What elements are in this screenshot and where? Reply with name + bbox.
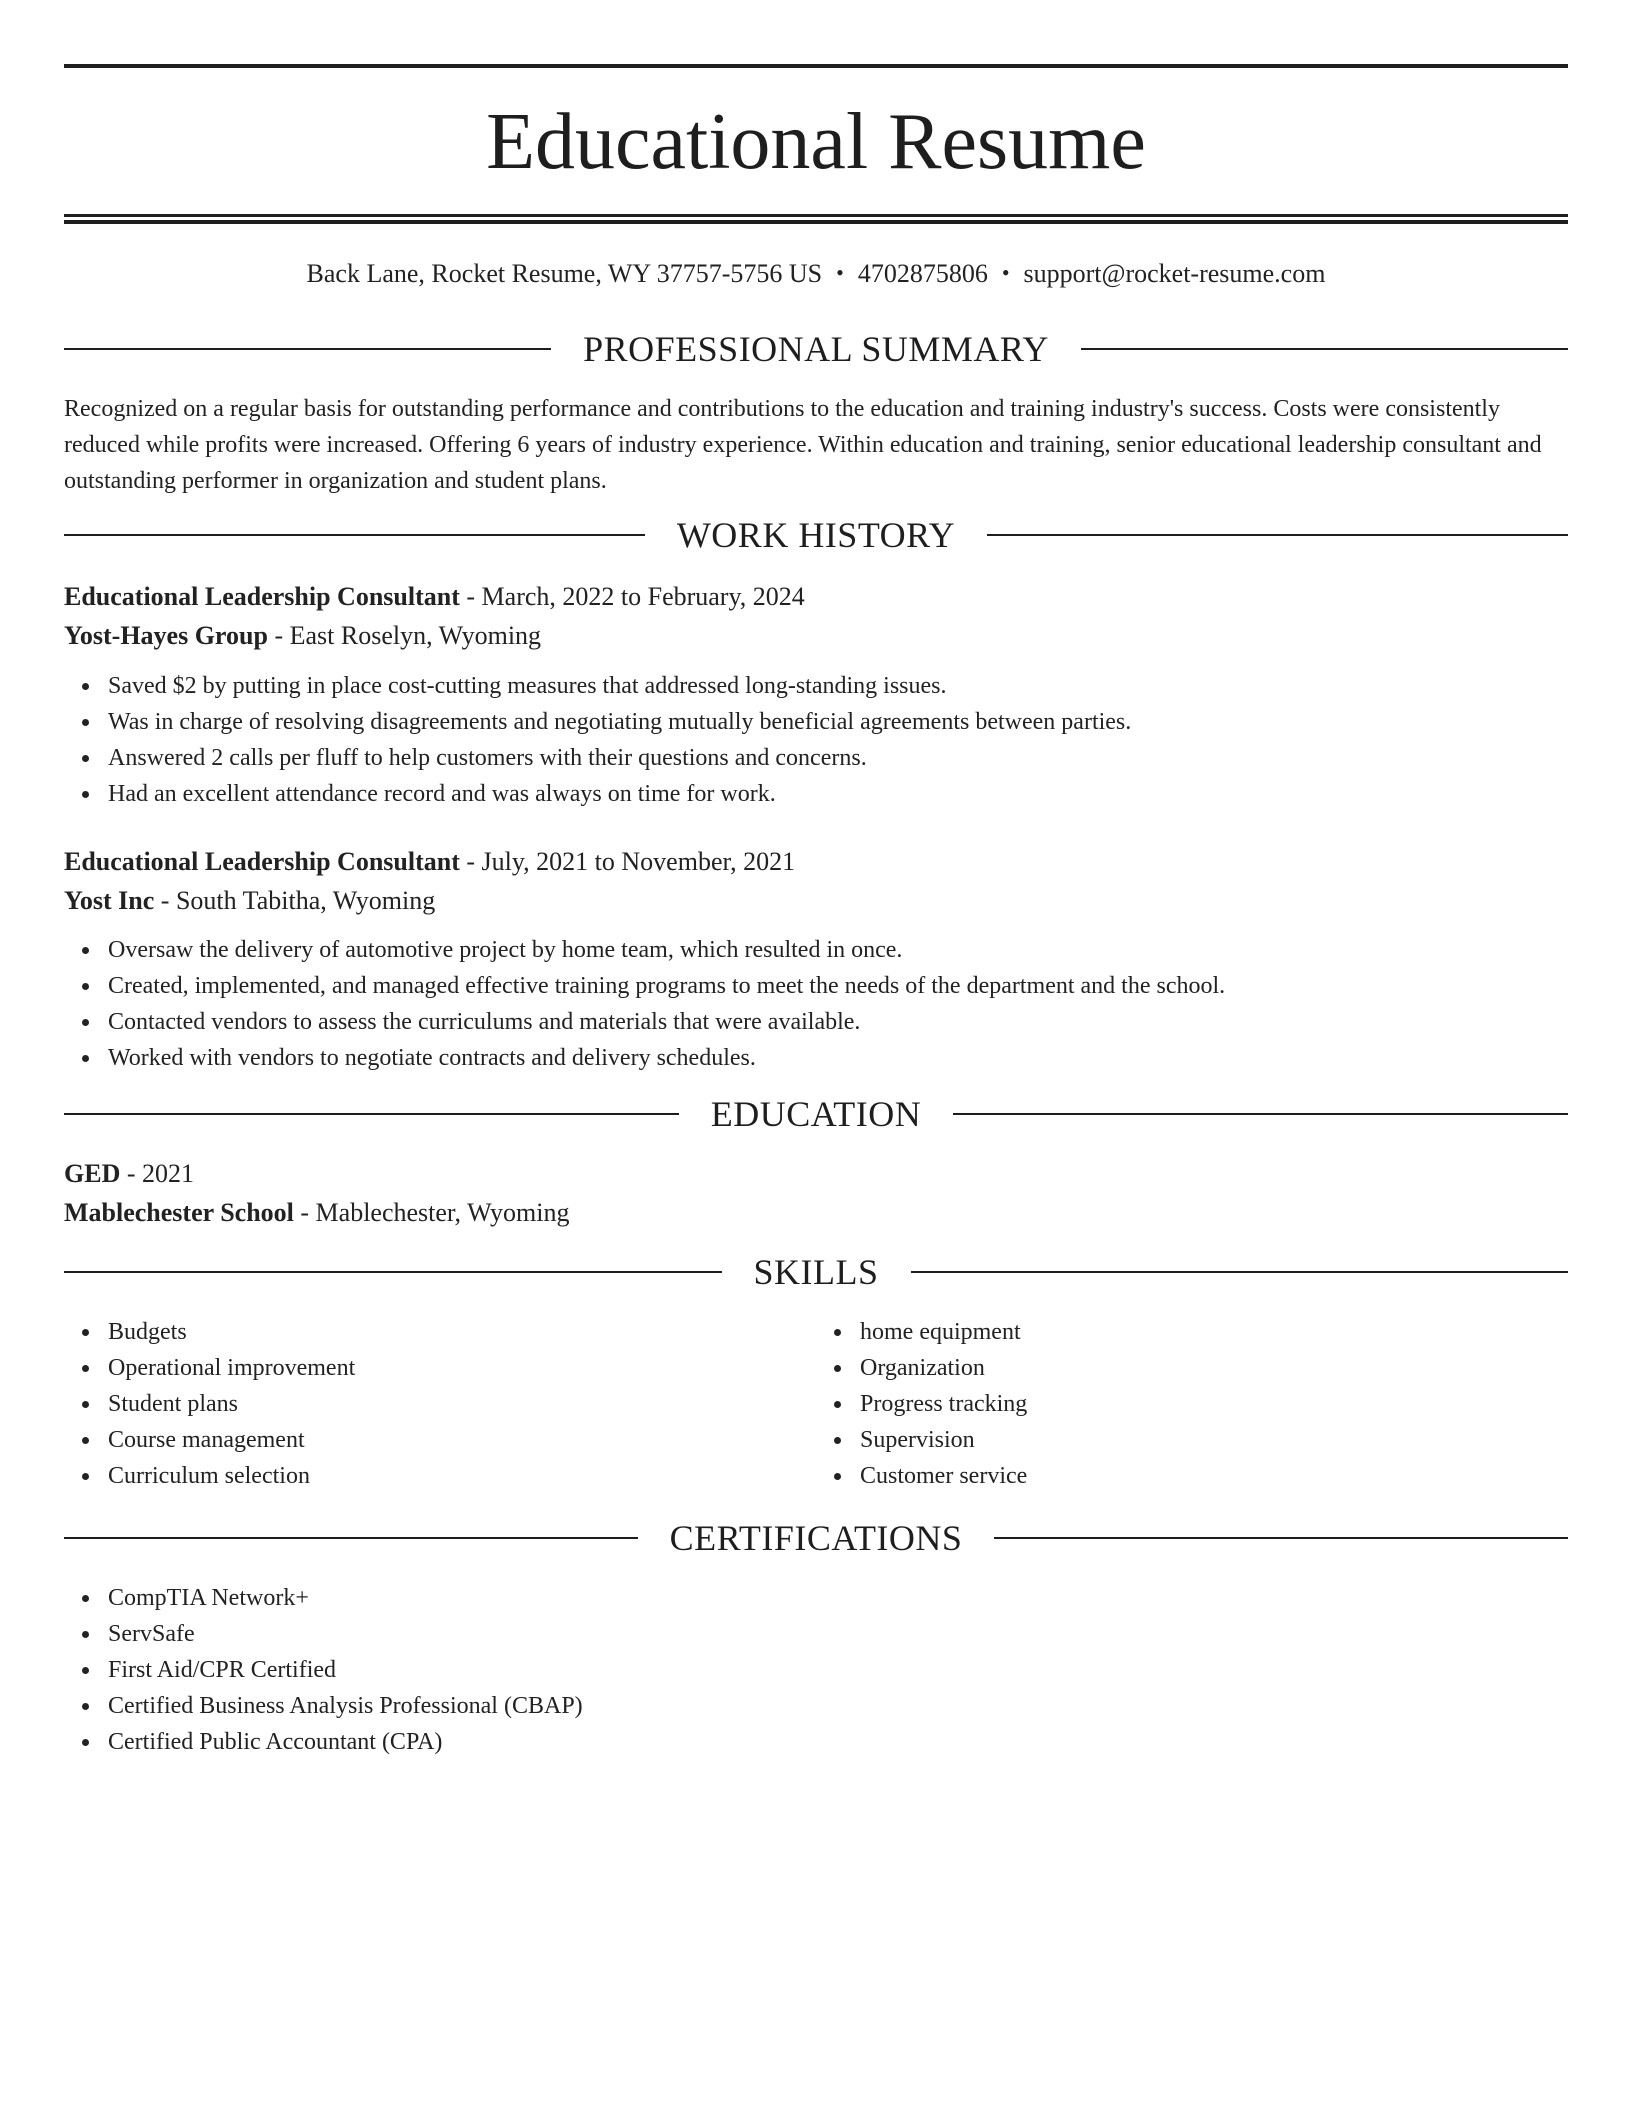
job-company-line [64, 885, 1568, 916]
section-rule-left [64, 348, 551, 350]
job-dates: - March, 2022 to February, 2024 [459, 582, 805, 612]
education-school-line [64, 1197, 1568, 1228]
section-rule-right [1081, 348, 1568, 350]
resume-title: Educational Resume [486, 98, 1146, 186]
job-title: Educational Leadership Consultant [64, 846, 460, 876]
skills-grid [64, 1314, 1568, 1494]
summary-section-header [64, 329, 1568, 370]
job-bullet: Had an excellent attendance record and was always on time for work. [108, 776, 1568, 812]
certifications-section-header [64, 1518, 1568, 1559]
skills-section-header [64, 1252, 1568, 1293]
section-rule-right [911, 1271, 1569, 1273]
work-heading: WORK HISTORY [676, 515, 956, 556]
certification-item: Certified Business Analysis Professional (CBAP) [108, 1688, 1568, 1724]
certification-item: CompTIA Network+ [108, 1580, 1568, 1616]
top-rule [64, 64, 1568, 68]
job-bullet: Oversaw the delivery of automotive project by home team, which resulted in once. [108, 932, 1568, 968]
skill-item: Student plans [108, 1386, 816, 1422]
education-degree: GED [64, 1158, 121, 1188]
section-rule-left [64, 1113, 679, 1115]
job-bullet: Saved $2 by putting in place cost-cutting measures that addressed long-standing issues. [108, 668, 1568, 704]
job-entry [64, 581, 1568, 811]
job-bullet: Created, implemented, and managed effective training programs to meet the needs of the department and the school. [108, 968, 1568, 1004]
education-heading: EDUCATION [710, 1093, 922, 1134]
skill-item: Operational improvement [108, 1350, 816, 1386]
skill-item: Budgets [108, 1314, 816, 1350]
contact-separator: • [1001, 260, 1010, 285]
section-rule-left [64, 1271, 722, 1273]
skill-item: home equipment [860, 1314, 1568, 1350]
summary-heading: PROFESSIONAL SUMMARY [583, 329, 1049, 370]
skill-item: Curriculum selection [108, 1458, 816, 1494]
section-rule-left [64, 1537, 638, 1539]
contact-line [64, 258, 1568, 289]
title-double-rule [64, 214, 1568, 224]
job-company: Yost Inc [64, 885, 155, 915]
section-rule-right [953, 1113, 1568, 1115]
job-bullets [64, 668, 1568, 812]
certification-item: First Aid/CPR Certified [108, 1652, 1568, 1688]
job-title-line [64, 581, 1568, 612]
contact-phone: 4702875806 [857, 259, 988, 288]
job-bullets [64, 932, 1568, 1076]
skill-item: Supervision [860, 1422, 1568, 1458]
job-bullet: Contacted vendors to assess the curriculums and materials that were available. [108, 1004, 1568, 1040]
education-year: - 2021 [120, 1158, 195, 1188]
skills-column-left [64, 1314, 816, 1494]
skills-heading: SKILLS [753, 1252, 879, 1293]
summary-text: Recognized on a regular basis for outstanding performance and contributions to the education and training industry's success. Costs were consistently reduced while profits were increased. Offering 6 years of industry experience. Within education and training, senior educational leadership consultant and outstanding performer in organization and student plans. [64, 396, 1542, 495]
section-rule-right [994, 1537, 1568, 1539]
job-bullet: Answered 2 calls per fluff to help customers with their questions and concerns. [108, 740, 1568, 776]
job-entry [64, 846, 1568, 1076]
job-title: Educational Leadership Consultant [64, 582, 460, 612]
job-location: - South Tabitha, Wyoming [154, 885, 436, 915]
education-degree-line [64, 1158, 1568, 1189]
contact-separator: • [836, 260, 844, 285]
job-location: - East Roselyn, Wyoming [267, 621, 542, 651]
certifications-list [64, 1580, 1568, 1760]
certification-item: Certified Public Accountant (CPA) [108, 1724, 1568, 1760]
job-company-line [64, 620, 1568, 651]
skill-item: Organization [860, 1350, 1568, 1386]
job-bullet: Worked with vendors to negotiate contracts and delivery schedules. [108, 1040, 1568, 1076]
work-section-header [64, 515, 1568, 556]
job-dates: - July, 2021 to November, 2021 [459, 846, 796, 876]
skills-column-right [816, 1314, 1568, 1494]
section-rule-left [64, 534, 645, 536]
job-company: Yost-Hayes Group [64, 621, 268, 651]
education-school: Mablechester School [64, 1198, 294, 1228]
contact-email: support@rocket-resume.com [1023, 259, 1326, 288]
section-rule-right [987, 534, 1568, 536]
skill-item: Course management [108, 1422, 816, 1458]
skill-item: Progress tracking [860, 1386, 1568, 1422]
education-location: - Mablechester, Wyoming [293, 1198, 570, 1228]
skill-item: Customer service [860, 1458, 1568, 1494]
contact-address: Back Lane, Rocket Resume, WY 37757-5756 US [306, 259, 823, 288]
education-section-header [64, 1093, 1568, 1134]
certifications-heading: CERTIFICATIONS [669, 1518, 963, 1559]
certification-item: ServSafe [108, 1616, 1568, 1652]
job-bullet: Was in charge of resolving disagreements and negotiating mutually beneficial agreements between parties. [108, 704, 1568, 740]
job-title-line [64, 846, 1568, 877]
